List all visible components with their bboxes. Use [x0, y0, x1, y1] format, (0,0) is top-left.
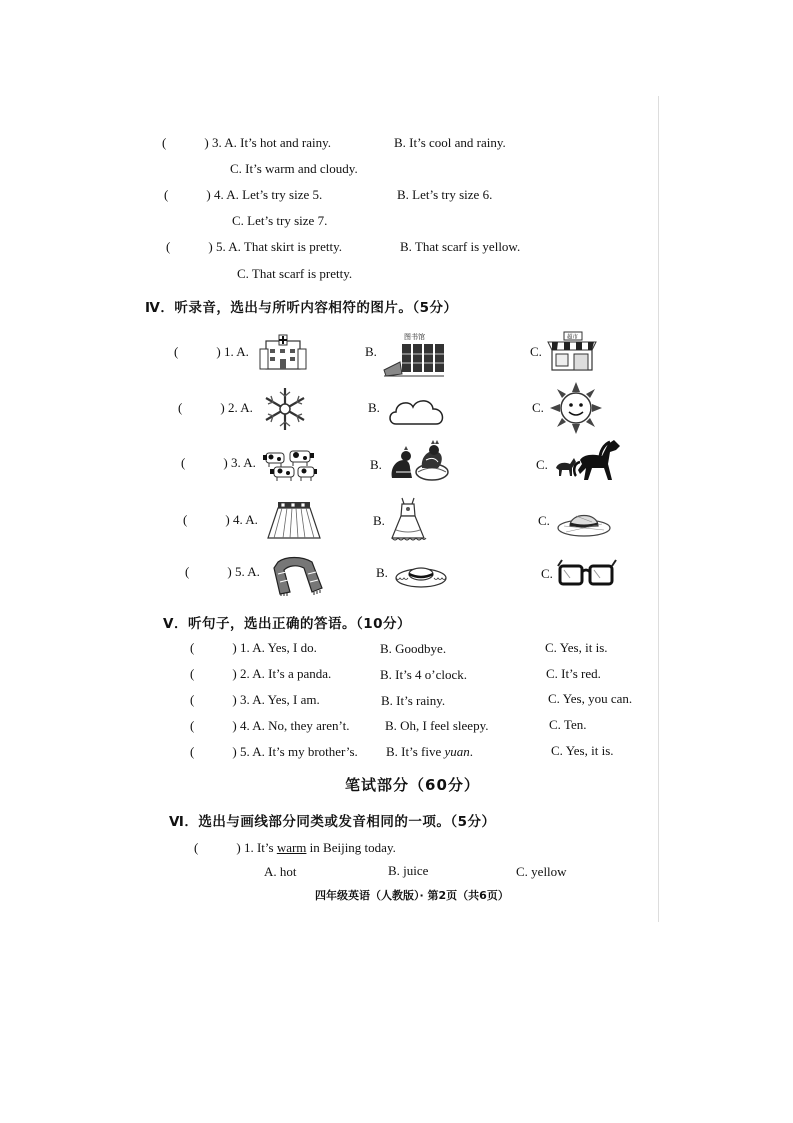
- s5-row4-c: C. Ten.: [549, 717, 587, 732]
- s4-row4-c: C.: [538, 513, 550, 528]
- s4-row1-c: C.: [530, 344, 542, 359]
- q5-option-b: B. That scarf is yellow.: [400, 239, 521, 254]
- section4-heading: Ⅳ．听录音，选出与所听内容相符的图片。（5分）: [145, 300, 458, 316]
- s4-row1-label: ( ) 1. A.: [174, 344, 249, 359]
- q4-option-b: B. Let’s try size 6.: [397, 187, 493, 202]
- q5-option-c: C. That scarf is pretty.: [237, 266, 353, 281]
- q3-option-c: C. It’s warm and cloudy.: [230, 161, 358, 176]
- s5-row5-c: C. Yes, it is.: [551, 743, 614, 758]
- q4-line1: ( ) 4. A. Let’s try size 5.: [164, 187, 323, 202]
- cows-icon: [262, 447, 318, 483]
- s5-row1-a: ( ) 1. A. Yes, I do.: [190, 640, 317, 655]
- s5-row5-b: B. It’s five yuan.: [386, 744, 474, 759]
- sunglasses-icon: [556, 556, 618, 590]
- snowflake-icon: [262, 386, 308, 432]
- sun-icon: [550, 382, 602, 434]
- section6-heading: Ⅵ．选出与画线部分同类或发音相同的一项。（5分）: [169, 814, 496, 830]
- s5-row4-b: B. Oh, I feel sleepy.: [385, 718, 489, 733]
- s4-row4-b: B.: [373, 513, 385, 528]
- straw-hat-icon: [394, 562, 448, 590]
- horses-icon: [552, 436, 630, 486]
- s5-row3-c: C. Yes, you can.: [548, 691, 633, 706]
- s4-row3-c: C.: [536, 457, 548, 472]
- s5-row2-b: B. It’s 4 o’clock.: [380, 667, 468, 682]
- s5-row4-a: ( ) 4. A. No, they aren’t.: [190, 718, 350, 733]
- s4-row1-b: B.: [365, 344, 377, 359]
- scarf-icon: [272, 554, 328, 596]
- hens-icon: [386, 438, 450, 484]
- library-sign: 图书馆: [404, 333, 425, 341]
- page-edge-line: [658, 96, 659, 922]
- s5-row5-a: ( ) 5. A. It’s my brother’s.: [190, 744, 358, 759]
- s4-row3-label: ( ) 3. A.: [181, 455, 256, 470]
- s5-row3-b: B. It’s rainy.: [381, 693, 446, 708]
- s4-row2-c: C.: [532, 400, 544, 415]
- hospital-icon: [258, 333, 308, 371]
- s4-row3-b: B.: [370, 457, 382, 472]
- page-footer: 四年级英语（人教版）· 第2页（共6页）: [315, 889, 509, 902]
- section5-heading: Ⅴ．听句子，选出正确的答语。（10分）: [163, 616, 411, 632]
- s4-row2-b: B.: [368, 400, 380, 415]
- s5-row3-a: ( ) 3. A. Yes, I am.: [190, 692, 320, 707]
- s5-row1-b: B. Goodbye.: [380, 641, 447, 656]
- s5-row2-c: C. It’s red.: [546, 666, 601, 681]
- s5-row1-c: C. Yes, it is.: [545, 640, 608, 655]
- s4-row2-label: ( ) 2. A.: [178, 400, 253, 415]
- s5-row2-a: ( ) 2. A. It’s a panda.: [190, 666, 332, 681]
- s6-q1-c: C. yellow: [516, 864, 567, 879]
- q5-line1: ( ) 5. A. That skirt is pretty.: [166, 239, 342, 254]
- hat-icon: [556, 504, 612, 538]
- q3-line1: ( ) 3. A. It’s hot and rainy.: [162, 135, 331, 150]
- s6-q1-b: B. juice: [388, 863, 429, 878]
- s6-q1: ( ) 1. It’s warm in Beijing today.: [194, 840, 396, 855]
- supermarket-icon: [546, 330, 598, 372]
- skirt-icon: [266, 500, 322, 542]
- q4-option-c: C. Let’s try size 7.: [232, 213, 328, 228]
- s4-row4-label: ( ) 4. A.: [183, 512, 258, 527]
- q3-option-b: B. It’s cool and rainy.: [394, 135, 506, 150]
- library-icon: [382, 330, 446, 378]
- dress-icon: [388, 496, 428, 546]
- s4-row5-c: C.: [541, 566, 553, 581]
- market-sign: 超市: [567, 334, 579, 341]
- written-part-title: 笔试部分（60分）: [345, 776, 480, 794]
- s4-row5-label: ( ) 5. A.: [185, 564, 260, 579]
- underlined-word: warm: [276, 840, 307, 855]
- cloud-icon: [386, 396, 448, 430]
- s6-q1-a: A. hot: [264, 864, 297, 879]
- s4-row5-b: B.: [376, 565, 388, 580]
